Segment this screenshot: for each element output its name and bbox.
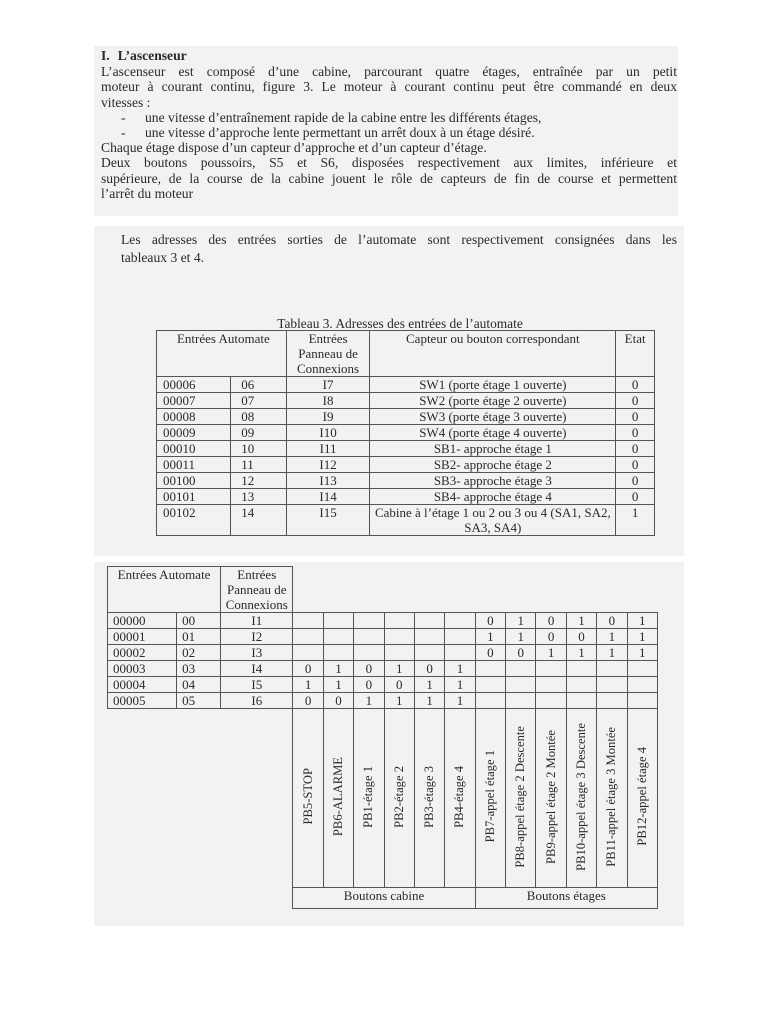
cell-cabine-value <box>414 645 444 661</box>
cell-cabine-value: 1 <box>414 693 444 709</box>
table4-row <box>108 645 658 661</box>
etage-button-label-cell <box>627 709 657 888</box>
cabine-button-label-cell <box>354 709 384 888</box>
cell-etat: 0 <box>616 377 655 393</box>
group-boutons-etages: Boutons étages <box>475 888 657 909</box>
cell-cabine-value: 1 <box>414 677 444 693</box>
etage-button-label: PB11-appel étage 3 Montée <box>604 726 619 867</box>
cell-automate: 00000 <box>108 613 177 629</box>
cell-etage-value: 1 <box>627 645 657 661</box>
table3-row <box>157 425 655 441</box>
cell-etage-value: 1 <box>475 629 505 645</box>
header-entrees-automate: Entrées Automate <box>157 331 287 377</box>
cell-etage-value: 1 <box>597 645 627 661</box>
cell-panneau: I15 <box>286 505 370 536</box>
bullet-item: - une vitesse d’entraînement rapide de la cabine entre les différents étages, <box>121 109 542 125</box>
cell-automate: 00006 <box>157 377 231 393</box>
cell-etage-value <box>506 693 536 709</box>
cell-etage-value <box>566 677 596 693</box>
cell-etage-value <box>566 693 596 709</box>
cell-etage-value <box>627 693 657 709</box>
cell-etat: 1 <box>616 505 655 536</box>
etage-button-label-cell <box>536 709 566 888</box>
cell-cabine-value <box>293 629 323 645</box>
intro-line-3: vitesses : <box>101 94 151 110</box>
cell-cabine-value: 1 <box>323 677 353 693</box>
cell-automate: 00100 <box>157 473 231 489</box>
cell-cabine-value <box>384 613 414 629</box>
cell-etage-value: 1 <box>597 629 627 645</box>
header-entrees-panneau: Entrées Panneau de Connexions <box>221 567 293 613</box>
cell-automate: 00005 <box>108 693 177 709</box>
etage-button-label-cell <box>566 709 596 888</box>
section-title: I. L’ascenseur <box>101 48 187 63</box>
table3-row <box>157 489 655 505</box>
intro-line-7: l’arrêt du moteur <box>101 185 194 201</box>
cell-cabine-value <box>354 645 384 661</box>
cell-etage-value <box>536 677 566 693</box>
cell-panneau: I9 <box>286 409 370 425</box>
cell-etage-value <box>597 661 627 677</box>
cell-etage-value: 1 <box>566 613 596 629</box>
cell-etage-value <box>536 693 566 709</box>
cell-automate: 00102 <box>157 505 231 536</box>
cell-etage-value <box>506 677 536 693</box>
cell-automate: 00003 <box>108 661 177 677</box>
cell-cabine-value: 1 <box>323 661 353 677</box>
cabine-button-label-cell <box>293 709 323 888</box>
cell-panneau: I7 <box>286 377 370 393</box>
cell-code: 03 <box>177 661 221 677</box>
cell-capteur: SW1 (porte étage 1 ouverte) <box>370 377 616 393</box>
cell-cabine-value: 0 <box>293 661 323 677</box>
cell-panneau: I4 <box>221 661 293 677</box>
cell-code: 05 <box>177 693 221 709</box>
cell-cabine-value: 1 <box>293 677 323 693</box>
cabine-button-label-cell <box>414 709 444 888</box>
table4 <box>107 566 658 909</box>
cell-capteur: SW3 (porte étage 3 ouverte) <box>370 409 616 425</box>
table3-row <box>157 505 655 536</box>
cell-cabine-value <box>354 629 384 645</box>
cell-etage-value <box>506 661 536 677</box>
cell-code: 10 <box>231 441 286 457</box>
etage-button-label-cell <box>475 709 505 888</box>
group-boutons-cabine: Boutons cabine <box>293 888 475 909</box>
cell-panneau: I14 <box>286 489 370 505</box>
cell-etage-value: 0 <box>566 629 596 645</box>
header-entrees-panneau: Entrées Panneau de Connexions <box>286 331 370 377</box>
intro-line-1: L’ascenseur est composé d’une cabine, parcourant quatre étages, entraînée par un petit <box>101 64 677 80</box>
cell-etat: 0 <box>616 473 655 489</box>
cell-panneau: I5 <box>221 677 293 693</box>
intro-section <box>101 48 677 201</box>
cell-cabine-value <box>384 645 414 661</box>
cell-automate: 00001 <box>108 629 177 645</box>
etage-button-label-cell <box>597 709 627 888</box>
etage-button-label-cell <box>506 709 536 888</box>
cell-automate: 00007 <box>157 393 231 409</box>
cell-etage-value: 1 <box>536 645 566 661</box>
cell-automate: 00002 <box>108 645 177 661</box>
cell-panneau: I6 <box>221 693 293 709</box>
table3-row <box>157 409 655 425</box>
cell-etage-value: 1 <box>506 629 536 645</box>
table4-row <box>108 613 658 629</box>
header-etat: Etat <box>616 331 655 377</box>
cell-etage-value: 0 <box>475 645 505 661</box>
cell-capteur: SW4 (porte étage 4 ouverte) <box>370 425 616 441</box>
cell-automate: 00009 <box>157 425 231 441</box>
cell-code: 02 <box>177 645 221 661</box>
cell-etage-value <box>627 661 657 677</box>
cabine-button-label-cell <box>384 709 414 888</box>
cell-code: 14 <box>231 505 286 536</box>
cell-panneau: I12 <box>286 457 370 473</box>
cell-etage-value: 0 <box>597 613 627 629</box>
cell-etage-value: 0 <box>506 645 536 661</box>
cell-etage-value: 0 <box>536 629 566 645</box>
cell-etage-value <box>566 661 596 677</box>
cell-code: 07 <box>231 393 286 409</box>
spacer-cell <box>108 888 293 909</box>
table3-caption: Tableau 3. Adresses des entrées de l’automate <box>277 316 523 331</box>
cell-code: 00 <box>177 613 221 629</box>
cell-panneau: I8 <box>286 393 370 409</box>
cell-cabine-value <box>384 629 414 645</box>
cell-cabine-value: 1 <box>384 661 414 677</box>
table3-row <box>157 441 655 457</box>
table3-row <box>157 457 655 473</box>
cell-etage-value <box>597 693 627 709</box>
cell-code: 09 <box>231 425 286 441</box>
cabine-button-label: PB3-étage 3 <box>422 765 437 828</box>
table3-row <box>157 473 655 489</box>
table3-row <box>157 377 655 393</box>
intro-line-6: supérieure, de la course de la cabine jouent le rôle de capteurs de fin de course et permettent <box>101 170 677 186</box>
cell-cabine-value <box>354 613 384 629</box>
table4-row <box>108 693 658 709</box>
cell-code: 12 <box>231 473 286 489</box>
cell-cabine-value: 0 <box>384 677 414 693</box>
etage-button-label: PB8-appel étage 2 Descente <box>513 725 528 868</box>
table4-row <box>108 677 658 693</box>
cell-etat: 0 <box>616 457 655 473</box>
cell-etage-value: 1 <box>566 645 596 661</box>
cell-automate: 00011 <box>157 457 231 473</box>
cabine-button-label-cell <box>323 709 353 888</box>
header-capteur: Capteur ou bouton correspondant <box>370 331 616 377</box>
cell-automate: 00101 <box>157 489 231 505</box>
cell-etage-value <box>597 677 627 693</box>
cabine-button-label: PB4-étage 4 <box>452 765 467 828</box>
etage-button-label: PB7-appel étage 1 <box>482 750 497 843</box>
intro-line-4: Chaque étage dispose d’un capteur d’approche et d’un capteur d’étage. <box>101 140 487 156</box>
etage-button-label: PB9-appel étage 2 Montée <box>543 729 558 864</box>
table3-row <box>157 393 655 409</box>
cell-automate: 00004 <box>108 677 177 693</box>
cell-code: 11 <box>231 457 286 473</box>
cell-cabine-value: 1 <box>445 677 475 693</box>
cell-etat: 0 <box>616 489 655 505</box>
cell-cabine-value: 0 <box>354 677 384 693</box>
cell-code: 08 <box>231 409 286 425</box>
cell-cabine-value: 0 <box>323 693 353 709</box>
cell-etat: 0 <box>616 409 655 425</box>
addresses-paragraph: Les adresses des entrées sorties de l’automate sont respectivement consignées dans les tableaux 3 et 4. <box>121 232 677 265</box>
header-entrees-automate: Entrées Automate <box>108 567 221 613</box>
spacer-cell <box>108 709 293 888</box>
cell-cabine-value <box>414 613 444 629</box>
table4-row <box>108 661 658 677</box>
cell-capteur: SB3- approche étage 3 <box>370 473 616 489</box>
table4-label-row <box>108 709 658 888</box>
cell-capteur: SB2- approche étage 2 <box>370 457 616 473</box>
cell-cabine-value <box>323 629 353 645</box>
etage-button-label: PB12-appel étage 4 <box>634 747 649 846</box>
table4-group-row <box>108 888 658 909</box>
cell-etage-value <box>536 661 566 677</box>
table4-row <box>108 629 658 645</box>
cell-cabine-value: 0 <box>293 693 323 709</box>
cabine-button-label: PB2-étage 2 <box>391 765 406 828</box>
cell-automate: 00008 <box>157 409 231 425</box>
cabine-button-label: PB6-ALARME <box>330 756 345 837</box>
cell-panneau: I11 <box>286 441 370 457</box>
intro-line-5: Deux boutons poussoirs, S5 et S6, disposées respectivement aux limites, inférieure et <box>101 155 677 171</box>
table3-header-row <box>157 331 655 377</box>
cell-code: 06 <box>231 377 286 393</box>
cell-cabine-value <box>293 645 323 661</box>
cabine-button-label-cell <box>445 709 475 888</box>
cell-cabine-value <box>323 613 353 629</box>
cell-cabine-value: 0 <box>414 661 444 677</box>
cell-etat: 0 <box>616 425 655 441</box>
cabine-button-label: PB1-étage 1 <box>361 765 376 828</box>
cell-capteur: SB1- approche étage 1 <box>370 441 616 457</box>
cell-etat: 0 <box>616 393 655 409</box>
cell-panneau: I13 <box>286 473 370 489</box>
bullet-item: - une vitesse d’approche lente permettant un arrêt doux à un étage désiré. <box>121 125 535 141</box>
cell-code: 04 <box>177 677 221 693</box>
cell-panneau: I3 <box>221 645 293 661</box>
cell-etage-value: 0 <box>536 613 566 629</box>
cell-capteur: SB4- approche étage 4 <box>370 489 616 505</box>
cell-cabine-value <box>293 613 323 629</box>
etage-button-label: PB10-appel étage 3 Descente <box>573 722 588 871</box>
cell-etage-value: 1 <box>627 613 657 629</box>
cell-etage-value: 1 <box>627 629 657 645</box>
cell-cabine-value <box>445 629 475 645</box>
cabine-button-label: PB5-STOP <box>300 768 315 825</box>
cell-cabine-value <box>445 645 475 661</box>
cell-cabine-value: 1 <box>384 693 414 709</box>
cell-cabine-value: 1 <box>445 661 475 677</box>
cell-code: 13 <box>231 489 286 505</box>
cell-capteur: SW2 (porte étage 2 ouverte) <box>370 393 616 409</box>
cell-panneau: I2 <box>221 629 293 645</box>
table3 <box>156 330 655 536</box>
table4-header-row <box>108 567 658 613</box>
cell-automate: 00010 <box>157 441 231 457</box>
cell-capteur: Cabine à l’étage 1 ou 2 ou 3 ou 4 (SA1, SA2, SA3, SA4) <box>370 505 616 536</box>
cell-etage-value: 0 <box>475 613 505 629</box>
cell-cabine-value <box>445 613 475 629</box>
cell-cabine-value <box>323 645 353 661</box>
cell-cabine-value: 0 <box>354 661 384 677</box>
cell-etage-value: 1 <box>506 613 536 629</box>
cell-code: 01 <box>177 629 221 645</box>
cell-cabine-value <box>414 629 444 645</box>
cell-etage-value <box>475 661 505 677</box>
cell-panneau: I1 <box>221 613 293 629</box>
cell-panneau: I10 <box>286 425 370 441</box>
cell-etage-value <box>627 677 657 693</box>
cell-etage-value <box>475 677 505 693</box>
cell-cabine-value: 1 <box>354 693 384 709</box>
cell-etage-value <box>475 693 505 709</box>
cell-cabine-value: 1 <box>445 693 475 709</box>
cell-etat: 0 <box>616 441 655 457</box>
intro-line-2: moteur à courant continu, figure 3. Le moteur à courant continu peut être commandé en deux <box>101 79 677 95</box>
